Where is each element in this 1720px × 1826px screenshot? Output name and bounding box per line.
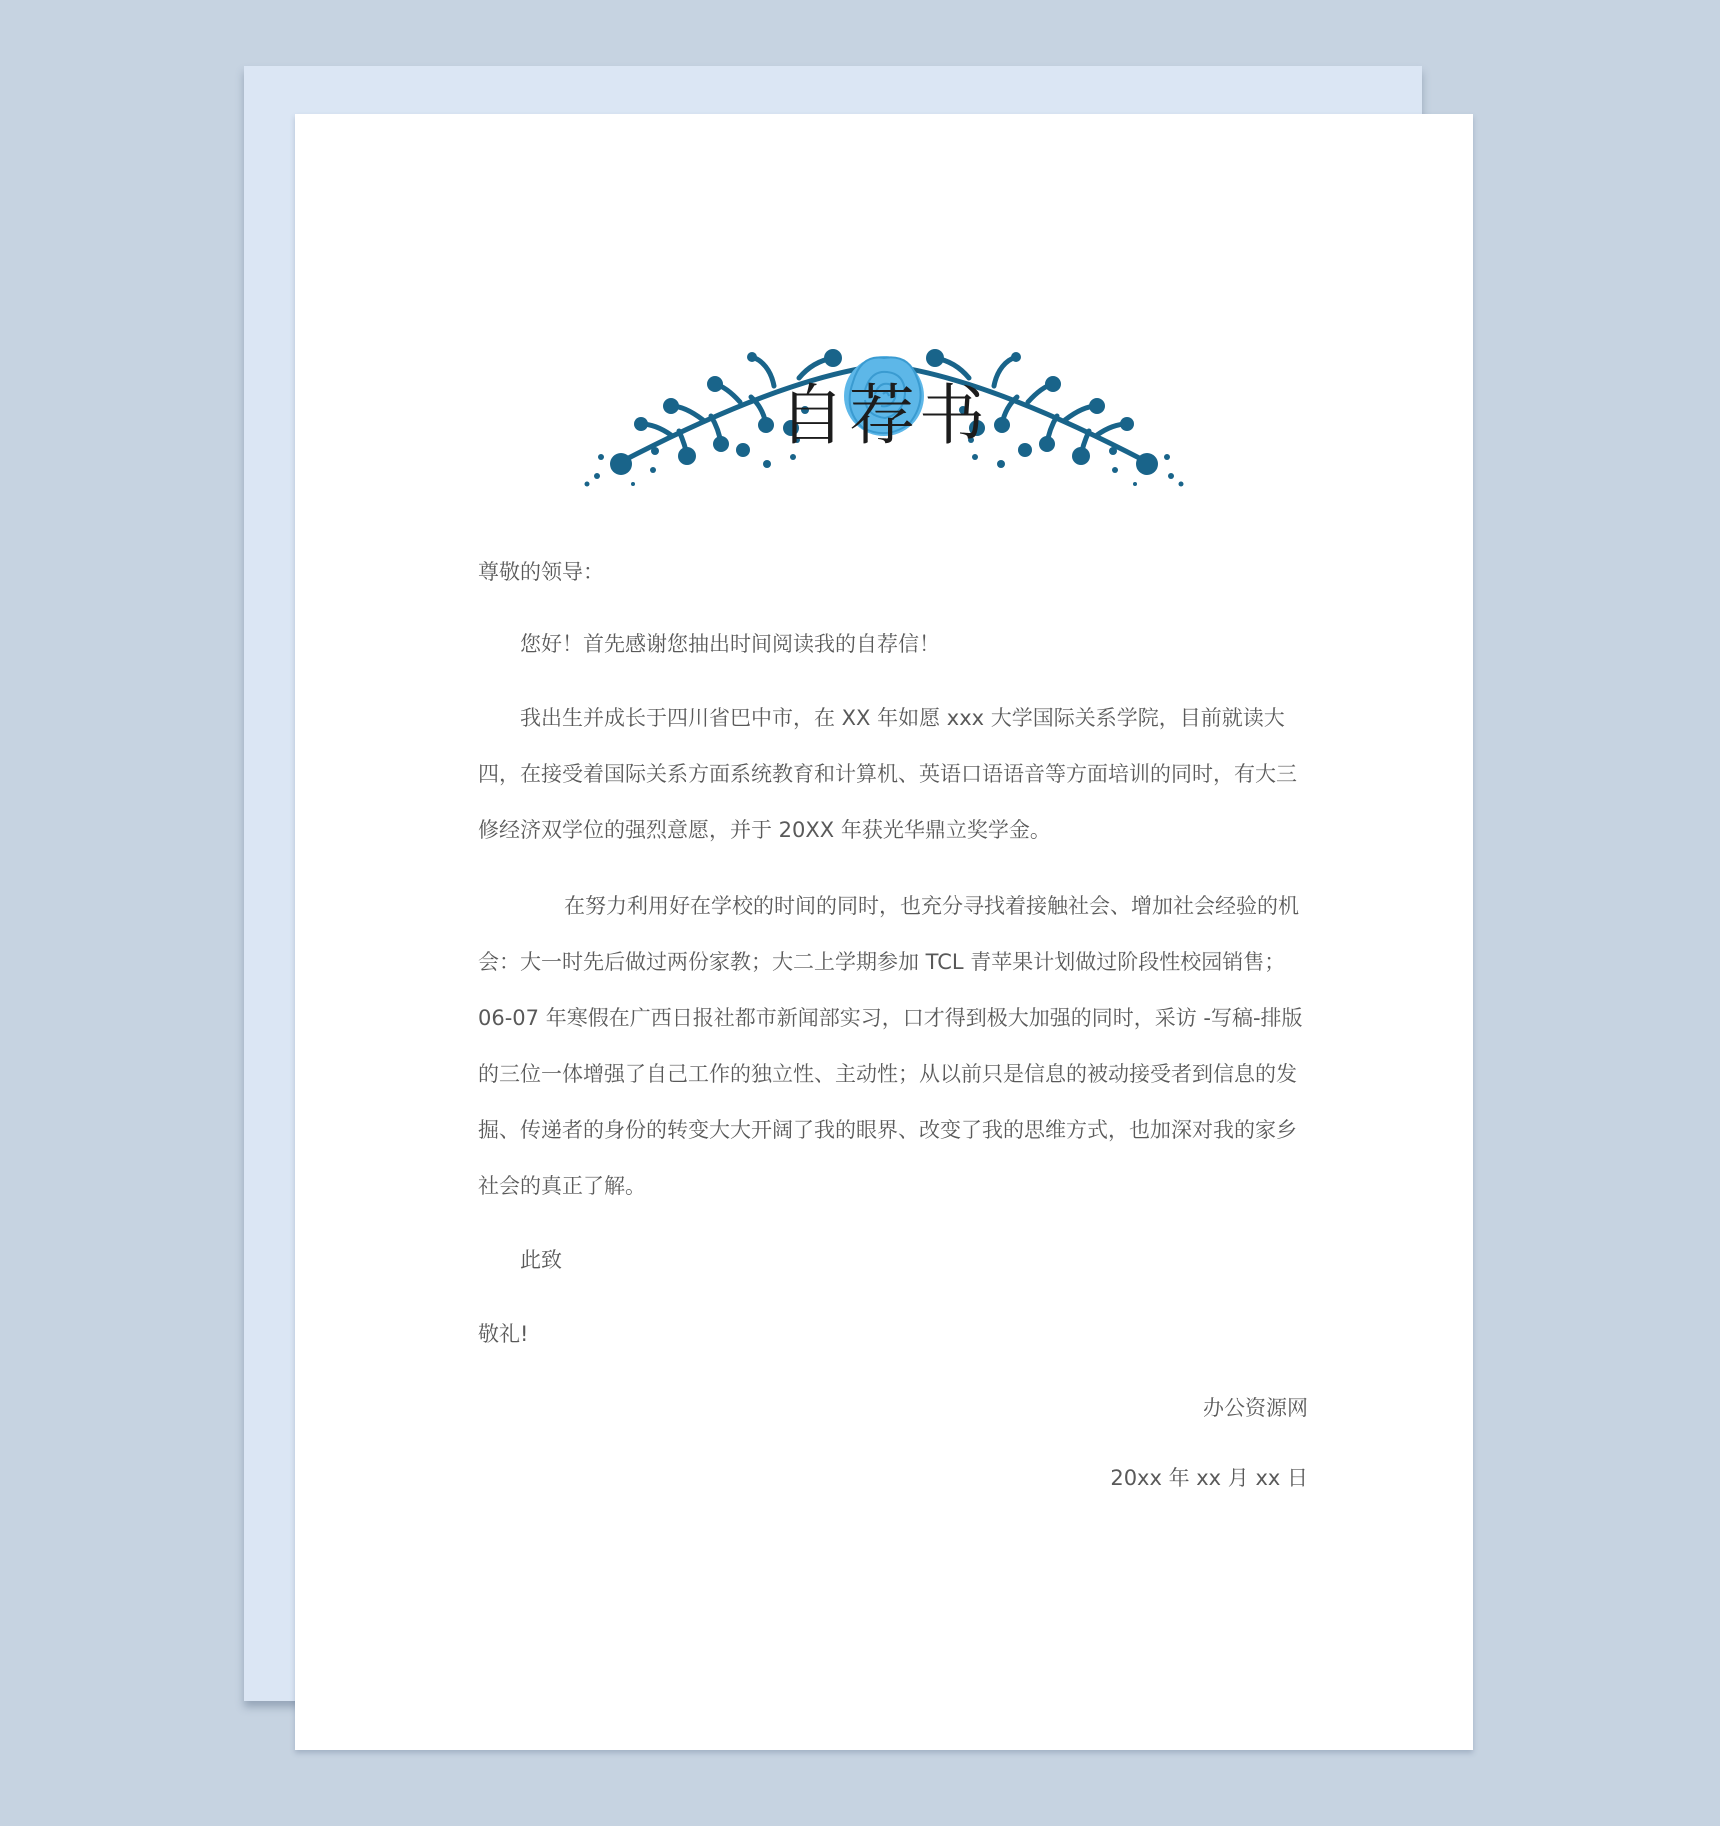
page-title: 自荐书 [779,377,989,454]
closing-line-1: 此致 [520,1248,562,1272]
paragraph-1: 我出生并成长于四川省巴中市，在 XX 年如愿 xxx 大学国际关系学院，目前就读大四，在接受着国际关系方面系统教育和计算机、英语口语语音等方面培训的同时，有大三修经济双学位的强烈意愿，并于 20XX 年获光华鼎立奖学金。 [478,706,1297,842]
greeting: 您好！首先感谢您抽出时间阅读我的自荐信！ [520,632,940,656]
date: 20xx 年 xx 月 xx 日 [1110,1466,1308,1490]
document-page [295,114,1473,1750]
paragraph-2: 在努力利用好在学校的时间的同时，也充分寻找着接触社会、增加社会经验的机会：大一时先后做过两份家教；大二上学期参加 TCL 青苹果计划做过阶段性校园销售；06-07 年寒假在广西日报社都市新闻部实习，口才得到极大加强的同时，采访 -写稿-排版的三位一体增强了自己工作的独立性、主动性；从以前只是信息的被动接受者到信息的发掘、传递者的身份的转变大大开阔了我的眼界、改变了我的思维方式，也加深对我的家乡社会的真正了解。 [478,894,1303,1198]
signature: 办公资源网 [1203,1396,1308,1420]
salutation: 尊敬的领导： [478,560,604,584]
closing-line-2: 敬礼! [478,1322,529,1346]
